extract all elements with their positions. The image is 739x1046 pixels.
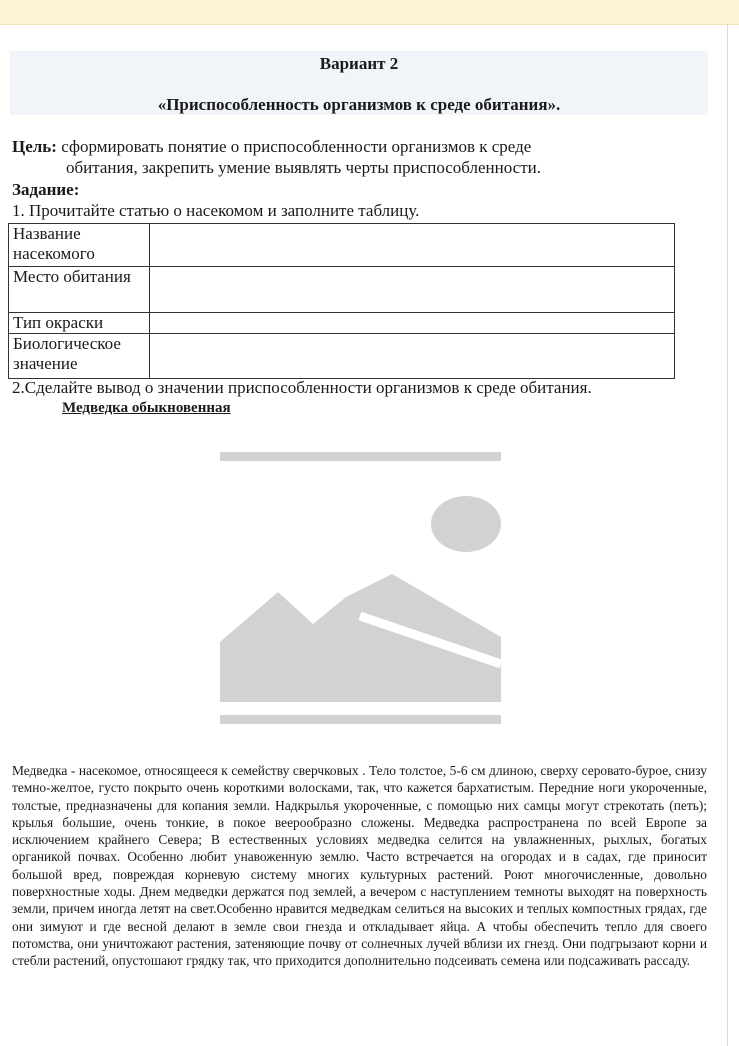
- variant-heading: Вариант 2: [319, 54, 399, 73]
- task-item-1: 1. Прочитайте статью о насекомом и заполните таблицу.: [12, 201, 420, 220]
- table-row: [9, 224, 675, 267]
- goal-line-1: сформировать понятие о приспособленности организмов к среде: [56, 137, 532, 156]
- table-cell-label: Биологическое значение: [9, 334, 150, 379]
- placeholder-sun: [431, 496, 501, 552]
- top-band: [0, 0, 739, 25]
- table-cell-label: Название насекомого: [9, 224, 150, 267]
- placeholder-mountains: [220, 574, 501, 702]
- image-placeholder-icon: [220, 452, 510, 725]
- task-item-2: 2.Сделайте вывод о значении приспособленности организмов к среде обитания.: [12, 378, 592, 397]
- goal-line-2: обитания, закрепить умение выявлять черты приспособленности.: [66, 158, 541, 177]
- table-cell-label: Место обитания: [9, 267, 150, 313]
- insect-subtitle: Медведка обыкновенная: [62, 400, 231, 416]
- table-row: [9, 267, 675, 313]
- goal-label: Цель:: [12, 137, 57, 156]
- table-cell-label: Тип окраски: [9, 313, 150, 334]
- insect-table: [8, 223, 675, 379]
- article-text: Медведка - насекомое, относящееся к семейству сверчковых . Тело толстое, 5-6 см длиною, сверху серовато-бурое, снизу темно-желтое, густо покрыто очень короткими волосками, так, что кажется бархатистым. Передние ноги укороченные, толстые, предназначены для копания земли. Надкрылья укороченные, с помощью них самцы могут стрекотать (петь); крылья большие, очень тонкие, в покое веерообразно сложены. Медведка распространена по всей Европе за исключением крайнего Севера; В естественных условиях медведка селится на увлажненных, рыхлых, богатых органикой почвах. Особенно любит унавоженную землю. Часто встречается на огородах и в садах, где приносит большой вред, повреждая корневую систему многих культурных растений. Роют многочисленные, довольно поверхностные ходы. Днем медведки держатся под землей, а вечером с наступлением темноты выходят на поверхность земли, причем иногда летят на свет.Особенно нравится медведкам селиться на высоких и теплых компостных грядах, где они зимуют и где весной делают в земле свои гнезда и откладывает яйца. А чтобы обеспечить тепло для своего потомства, они уничтожают растения, затеняющие почву от солнечных лучей вблизи их гнезд. Они подгрызают корни и стебли растений, опустошают грядку так, что приходится дополнительно подсеивать семена или подсаживать рассаду.: [12, 763, 707, 969]
- page-edge: [727, 24, 728, 1046]
- placeholder-top-bar: [220, 452, 501, 461]
- page-title: «Приспособленность организмов к среде обитания».: [157, 95, 561, 114]
- table-cell-value[interactable]: [150, 267, 675, 313]
- goal-block: [12, 136, 702, 178]
- task-label: Задание:: [12, 180, 80, 199]
- table-cell-value[interactable]: [150, 313, 675, 334]
- table-row: [9, 334, 675, 379]
- table-row: [9, 313, 675, 334]
- placeholder-bottom-bar: [220, 715, 501, 724]
- table-cell-value[interactable]: [150, 334, 675, 379]
- image-placeholder: [220, 452, 510, 725]
- table-cell-value[interactable]: [150, 224, 675, 267]
